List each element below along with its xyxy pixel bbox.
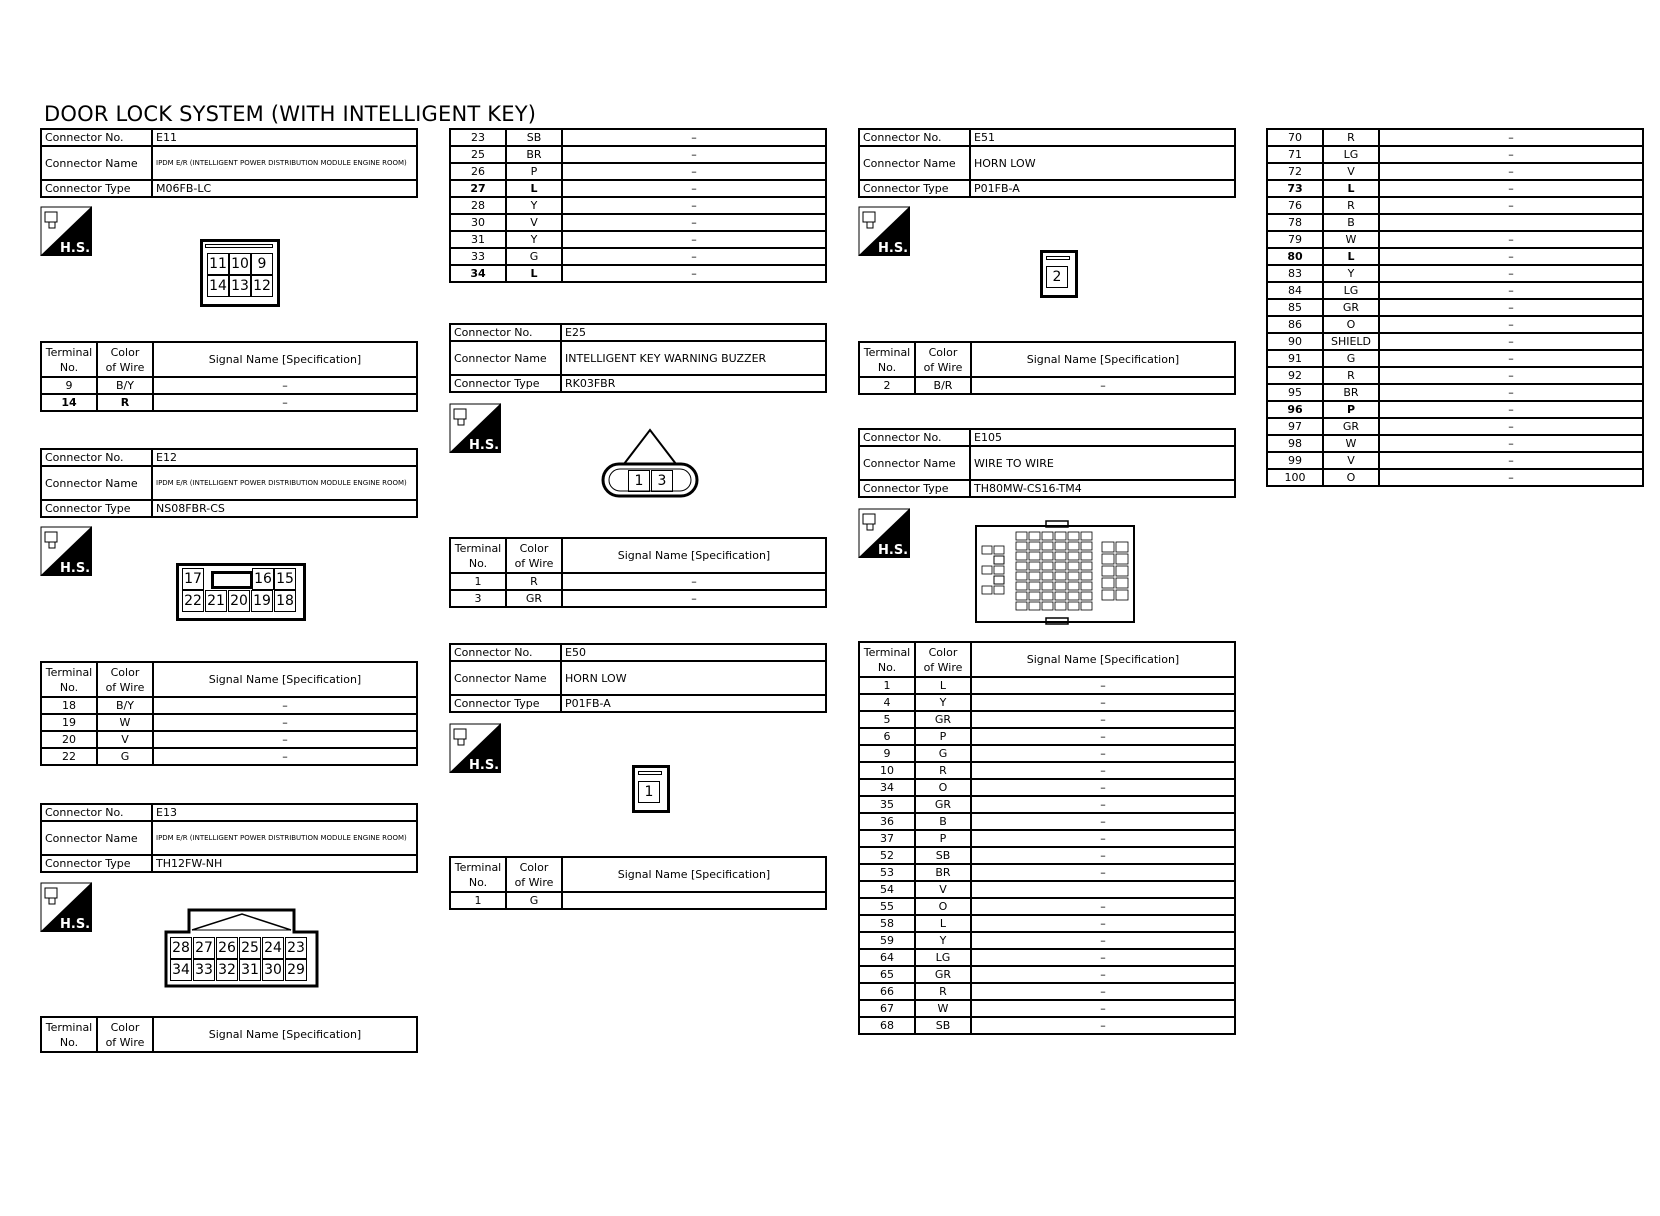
pin-cell: 9 <box>251 253 273 275</box>
page-title: DOOR LOCK SYSTEM (WITH INTELLIGENT KEY) <box>44 102 537 126</box>
color-cell: Y <box>1323 265 1379 282</box>
terminal-cell: 54 <box>859 881 915 898</box>
table-row <box>859 932 1235 949</box>
pin-cell: 13 <box>229 275 251 297</box>
color-cell: GR <box>915 966 971 983</box>
table-row <box>859 762 1235 779</box>
signal-cell: – <box>971 915 1235 932</box>
signal-cell: – <box>1379 452 1643 469</box>
svg-text:H.S.: H.S. <box>878 543 909 558</box>
table-row <box>859 949 1235 966</box>
signal-cell: – <box>1379 316 1643 333</box>
pin-cell: 14 <box>207 275 229 297</box>
table-row: 26 P – <box>450 163 826 180</box>
harness-side-icon <box>40 526 92 576</box>
table-row <box>859 1000 1235 1017</box>
table-row: 19 W – <box>41 714 417 731</box>
table-row <box>859 677 1235 694</box>
e51-header: Connector No. E51 Connector Name HORN LOW Connector Type P01FB-A <box>858 128 1236 198</box>
color-cell: GR <box>915 711 971 728</box>
signal-cell: – <box>1379 129 1643 146</box>
color-cell: Y <box>915 694 971 711</box>
terminal-cell: 71 <box>1267 146 1323 163</box>
signal-cell: – <box>1379 401 1643 418</box>
table-row <box>1267 231 1643 248</box>
terminal-cell: 34 <box>859 779 915 796</box>
hs-label: H.S. <box>60 241 91 256</box>
terminal-cell: 65 <box>859 966 915 983</box>
e105-terminal-table-cont <box>1266 128 1644 487</box>
signal-cell: – <box>971 711 1235 728</box>
table-row <box>859 1017 1235 1034</box>
signal-cell: – <box>971 728 1235 745</box>
table-row: 34 L – <box>450 265 826 282</box>
table-row <box>859 745 1235 762</box>
harness-side-icon <box>40 206 92 256</box>
connector-name-value: IPDM E/R (INTELLIGENT POWER DISTRIBUTION MODULE ENGINE ROOM) <box>156 158 407 167</box>
table-row <box>1267 469 1643 486</box>
terminal-cell: 80 <box>1267 248 1323 265</box>
pin-cell: 11 <box>207 253 229 275</box>
table-row <box>859 728 1235 745</box>
table-row: 31 Y – <box>450 231 826 248</box>
signal-cell: – <box>971 779 1235 796</box>
pin-cell: 10 <box>229 253 251 275</box>
e50-terminal-table: Terminal No. Color of Wire Signal Name [Specification] 1 G <box>449 856 827 910</box>
terminal-cell: 96 <box>1267 401 1323 418</box>
e25-header: Connector No. E25 Connector Name INTELLIGENT KEY WARNING BUZZER Connector Type RK03FBR <box>449 323 827 393</box>
signal-cell: – <box>971 932 1235 949</box>
svg-text:H.S.: H.S. <box>60 917 91 932</box>
signal-cell: – <box>1379 367 1643 384</box>
color-cell: B <box>915 813 971 830</box>
signal-cell: – <box>1379 299 1643 316</box>
table-row <box>1267 282 1643 299</box>
svg-text:H.S.: H.S. <box>60 561 91 576</box>
terminal-cell: 91 <box>1267 350 1323 367</box>
signal-cell: – <box>971 813 1235 830</box>
table-row <box>1267 214 1643 231</box>
color-cell: BR <box>1323 384 1379 401</box>
terminal-cell: 85 <box>1267 299 1323 316</box>
table-row <box>1267 316 1643 333</box>
table-row: 30 V – <box>450 214 826 231</box>
terminal-cell: 79 <box>1267 231 1323 248</box>
color-cell: G <box>915 745 971 762</box>
terminal-cell: 78 <box>1267 214 1323 231</box>
terminal-cell: 9 <box>859 745 915 762</box>
signal-cell: – <box>971 1017 1235 1034</box>
signal-cell: – <box>1379 384 1643 401</box>
table-row <box>1267 197 1643 214</box>
e13-header: Connector No. E13 Connector Name IPDM E/R (INTELLIGENT POWER DISTRIBUTION MODULE ENGINE ROOM) Connector Type TH12FW-NH <box>40 803 418 873</box>
e25-connector-face: 1 3 <box>600 428 700 498</box>
color-cell: SHIELD <box>1323 333 1379 350</box>
color-cell: B <box>1323 214 1379 231</box>
color-cell: GR <box>1323 299 1379 316</box>
table-row: 27 L – <box>450 180 826 197</box>
color-cell: V <box>1323 163 1379 180</box>
color-cell: L <box>915 915 971 932</box>
terminal-cell: 66 <box>859 983 915 1000</box>
terminal-cell: 6 <box>859 728 915 745</box>
color-cell: LG <box>915 949 971 966</box>
svg-text:H.S.: H.S. <box>469 758 500 773</box>
e12-terminal-table: Terminal No. Color of Wire Signal Name [Specification] 18 B/Y – 19 W – 20 V – 22 G – <box>40 661 418 766</box>
color-cell: R <box>1323 197 1379 214</box>
color-cell: V <box>1323 452 1379 469</box>
signal-cell: – <box>1379 282 1643 299</box>
table-row <box>859 983 1235 1000</box>
table-row <box>859 864 1235 881</box>
terminal-cell: 76 <box>1267 197 1323 214</box>
color-cell: W <box>915 1000 971 1017</box>
table-row <box>859 796 1235 813</box>
table-row: 2 B/R – <box>859 377 1235 394</box>
color-cell: R <box>915 762 971 779</box>
signal-cell: – <box>1379 333 1643 350</box>
pin-cell: 12 <box>251 275 273 297</box>
terminal-cell: 67 <box>859 1000 915 1017</box>
e11-connector-face <box>200 239 280 307</box>
color-cell: O <box>915 779 971 796</box>
table-row: 1 G <box>450 892 826 909</box>
table-row <box>1267 163 1643 180</box>
signal-cell: – <box>971 830 1235 847</box>
color-cell: W <box>1323 231 1379 248</box>
color-cell: Y <box>915 932 971 949</box>
table-row <box>859 813 1235 830</box>
color-cell: V <box>915 881 971 898</box>
color-cell: R <box>1323 367 1379 384</box>
terminal-cell: 10 <box>859 762 915 779</box>
table-row <box>1267 248 1643 265</box>
color-cell: R <box>915 983 971 1000</box>
e13-terminal-table-cont <box>449 128 827 283</box>
terminal-cell: 55 <box>859 898 915 915</box>
terminal-cell: 73 <box>1267 180 1323 197</box>
color-cell: SB <box>915 847 971 864</box>
e13-terminal-table-header: Terminal No. Color of Wire Signal Name [Specification] <box>40 1016 418 1053</box>
table-row <box>1267 129 1643 146</box>
harness-side-icon <box>449 723 501 773</box>
signal-cell: – <box>1379 163 1643 180</box>
signal-cell: – <box>971 745 1235 762</box>
terminal-cell: 99 <box>1267 452 1323 469</box>
signal-cell: – <box>1379 197 1643 214</box>
table-row <box>1267 452 1643 469</box>
table-row: 18 B/Y – <box>41 697 417 714</box>
color-cell: G <box>1323 350 1379 367</box>
e12-header: Connector No. E12 Connector Name IPDM E/R (INTELLIGENT POWER DISTRIBUTION MODULE ENGINE ROOM) Connector Type NS08FBR-CS <box>40 448 418 518</box>
terminal-cell: 52 <box>859 847 915 864</box>
connector-no-value: E11 <box>152 129 417 146</box>
table-row <box>1267 435 1643 452</box>
table-row <box>1267 350 1643 367</box>
table-row: 25 BR – <box>450 146 826 163</box>
signal-cell: – <box>971 949 1235 966</box>
table-row: 14 R – <box>41 394 417 411</box>
e105-header: Connector No. E105 Connector Name WIRE TO WIRE Connector Type TH80MW-CS16-TM4 <box>858 428 1236 498</box>
e25-terminal-table: Terminal No. Color of Wire Signal Name [Specification] 1 R – 3 GR – <box>449 537 827 608</box>
terminal-cell: 37 <box>859 830 915 847</box>
table-row: 1 R – <box>450 573 826 590</box>
signal-cell: – <box>1379 469 1643 486</box>
table-row <box>1267 384 1643 401</box>
signal-cell: – <box>971 1000 1235 1017</box>
color-cell: P <box>915 728 971 745</box>
color-cell: W <box>1323 435 1379 452</box>
terminal-cell: 4 <box>859 694 915 711</box>
terminal-cell: 70 <box>1267 129 1323 146</box>
color-cell: P <box>1323 401 1379 418</box>
signal-cell: – <box>1379 248 1643 265</box>
signal-cell: – <box>1379 350 1643 367</box>
table-row <box>1267 367 1643 384</box>
color-cell: L <box>1323 248 1379 265</box>
color-header: Color of Wire <box>97 342 153 377</box>
terminal-cell: 68 <box>859 1017 915 1034</box>
table-row: 9 B/Y – <box>41 377 417 394</box>
terminal-cell: 59 <box>859 932 915 949</box>
e13-connector-face: 28 27 26 25 24 23 34 33 32 31 30 29 <box>164 906 320 988</box>
table-row <box>1267 401 1643 418</box>
e105-terminal-table: Terminal No. Color of Wire Signal Name [Specification] 1 L – 4 Y – 5 GR – 6 P – 9 G – 10 R – 34 O – 35 GR – 36 B – 37 P – 52 SB – 53 BR – 54 V 55 O – 58 L – 59 Y – 64 LG – 65 GR – 66 R – 67 W – 68 SB – <box>858 641 1236 1035</box>
signal-cell: – <box>971 847 1235 864</box>
terminal-cell: 53 <box>859 864 915 881</box>
signal-cell: – <box>971 762 1235 779</box>
connector-name-label: Connector Name <box>41 146 152 180</box>
color-cell: GR <box>915 796 971 813</box>
signal-cell: – <box>971 796 1235 813</box>
harness-side-icon <box>858 508 910 558</box>
table-row <box>859 881 1235 898</box>
terminal-cell: 97 <box>1267 418 1323 435</box>
table-row: 22 G – <box>41 748 417 765</box>
e105-connector-face <box>974 520 1136 626</box>
terminal-cell: 90 <box>1267 333 1323 350</box>
terminal-cell: 100 <box>1267 469 1323 486</box>
table-row: 20 V – <box>41 731 417 748</box>
terminal-cell: 95 <box>1267 384 1323 401</box>
terminal-cell: 92 <box>1267 367 1323 384</box>
table-row <box>859 847 1235 864</box>
table-row <box>1267 180 1643 197</box>
table-row: 28 Y – <box>450 197 826 214</box>
table-row <box>859 966 1235 983</box>
color-cell: O <box>1323 469 1379 486</box>
color-cell: LG <box>1323 146 1379 163</box>
e11-header <box>40 128 418 198</box>
table-row <box>1267 299 1643 316</box>
signal-cell: – <box>1379 231 1643 248</box>
color-cell: O <box>915 898 971 915</box>
signal-cell: – <box>971 694 1235 711</box>
table-row: 33 G – <box>450 248 826 265</box>
terminal-cell: 86 <box>1267 316 1323 333</box>
harness-side-icon <box>858 206 910 256</box>
e51-connector-face: 2 <box>1040 250 1078 298</box>
terminal-cell: 64 <box>859 949 915 966</box>
color-cell: P <box>915 830 971 847</box>
color-cell: O <box>1323 316 1379 333</box>
terminal-header: Terminal No. <box>41 342 97 377</box>
color-cell: GR <box>1323 418 1379 435</box>
table-row <box>859 915 1235 932</box>
signal-cell: – <box>971 966 1235 983</box>
e12-connector-face: 17 16 15 22 21 20 19 18 <box>176 563 306 621</box>
terminal-cell: 72 <box>1267 163 1323 180</box>
signal-cell: – <box>1379 180 1643 197</box>
terminal-cell: 84 <box>1267 282 1323 299</box>
color-cell: L <box>1323 180 1379 197</box>
terminal-cell: 35 <box>859 796 915 813</box>
svg-text:H.S.: H.S. <box>878 241 909 256</box>
table-row <box>859 830 1235 847</box>
signal-cell: – <box>1379 146 1643 163</box>
table-row <box>859 898 1235 915</box>
signal-cell: – <box>971 677 1235 694</box>
terminal-cell: 83 <box>1267 265 1323 282</box>
connector-type-label: Connector Type <box>41 180 152 197</box>
table-row: 3 GR – <box>450 590 826 607</box>
table-row <box>859 694 1235 711</box>
table-row <box>1267 418 1643 435</box>
terminal-cell: 98 <box>1267 435 1323 452</box>
signal-cell <box>1379 214 1643 231</box>
color-cell: LG <box>1323 282 1379 299</box>
e50-header: Connector No. E50 Connector Name HORN LOW Connector Type P01FB-A <box>449 643 827 713</box>
harness-side-icon <box>40 882 92 932</box>
table-row <box>859 711 1235 728</box>
e11-terminal-table <box>40 341 418 412</box>
signal-cell: – <box>971 983 1235 1000</box>
connector-no-label: Connector No. <box>41 129 152 146</box>
e50-connector-face: 1 <box>632 765 670 813</box>
signal-cell: – <box>1379 418 1643 435</box>
e51-terminal-table: Terminal No. Color of Wire Signal Name [Specification] 2 B/R – <box>858 341 1236 395</box>
table-row <box>859 779 1235 796</box>
harness-side-icon <box>449 403 501 453</box>
table-row <box>1267 146 1643 163</box>
signal-cell: – <box>971 864 1235 881</box>
signal-header: Signal Name [Specification] <box>153 342 417 377</box>
terminal-cell: 58 <box>859 915 915 932</box>
signal-cell <box>971 881 1235 898</box>
table-row <box>1267 333 1643 350</box>
terminal-cell: 1 <box>859 677 915 694</box>
svg-text:H.S.: H.S. <box>469 438 500 453</box>
connector-type-value: M06FB-LC <box>152 180 417 197</box>
terminal-cell: 5 <box>859 711 915 728</box>
signal-cell: – <box>1379 435 1643 452</box>
color-cell: SB <box>915 1017 971 1034</box>
color-cell: R <box>1323 129 1379 146</box>
color-cell: BR <box>915 864 971 881</box>
color-cell: L <box>915 677 971 694</box>
table-row <box>1267 265 1643 282</box>
signal-cell: – <box>971 898 1235 915</box>
signal-cell: – <box>1379 265 1643 282</box>
table-row: 23 SB – <box>450 129 826 146</box>
terminal-cell: 36 <box>859 813 915 830</box>
